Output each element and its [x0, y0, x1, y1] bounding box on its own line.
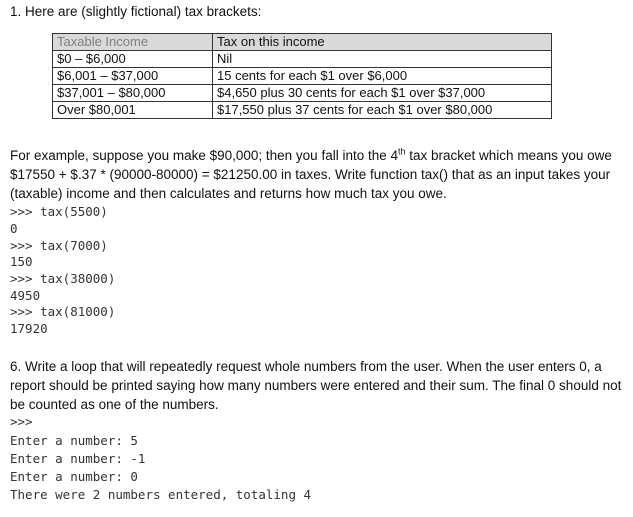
code-line: Enter a number: 0	[10, 469, 138, 484]
table-row	[53, 51, 552, 68]
code-line: 4950	[10, 288, 41, 303]
table-cell: Nil	[213, 51, 552, 68]
table-cell: 15 cents for each $1 over $6,000	[213, 68, 552, 85]
table-cell: Over $80,001	[53, 102, 213, 119]
code-line: 0	[10, 221, 18, 236]
q1-example-paragraph	[10, 146, 628, 203]
table-row	[53, 102, 552, 119]
table-cell: $17,550 plus 37 cents for each $1 over $80,000	[213, 102, 552, 119]
code-line: Enter a number: -1	[10, 451, 146, 466]
code-line: Enter a number: 5	[10, 433, 138, 448]
table-row	[53, 68, 552, 85]
table-header-row	[53, 34, 552, 51]
code-line: 17920	[10, 321, 48, 336]
header-tax-on-income: Tax on this income	[213, 34, 552, 51]
table-cell: $4,650 plus 30 cents for each $1 over $37,000	[213, 85, 552, 102]
code-line: >>> tax(5500)	[10, 204, 108, 219]
table-cell: $0 – $6,000	[53, 51, 213, 68]
table-cell: $6,001 – $37,000	[53, 68, 213, 85]
code-line: >>> tax(81000)	[10, 304, 116, 319]
code-line: >>>	[10, 414, 33, 429]
table-cell: $37,001 – $80,000	[53, 85, 213, 102]
q1-para-superscript: th	[398, 146, 406, 157]
q1-para-part-a: For example, suppose you make $90,000; then you fall into the 4	[10, 148, 398, 163]
code-line: There were 2 numbers entered, totaling 4	[10, 487, 312, 502]
q6-paragraph: 6. Write a loop that will repeatedly request whole numbers from the user. When the user enters 0, a report should be printed saying how many numbers were entered and their sum. The final 0 should not be counted as one of the numbers.	[10, 359, 622, 412]
code-line: >>> tax(7000)	[10, 238, 108, 253]
tax-brackets-table	[52, 33, 552, 119]
code-line: 150	[10, 254, 33, 269]
q1-heading: 1. Here are (slightly fictional) tax brackets:	[10, 4, 262, 19]
q1-para-part-b: tax bracket which means you owe $17550 + $.37 * (90000-80000) = $21250.00 in taxes. Write function tax() that as an input takes your (taxable) income and then calculates and returns how much tax you owe.	[10, 148, 612, 201]
header-taxable-income: Taxable Income	[53, 34, 213, 51]
code-line: >>> tax(38000)	[10, 271, 116, 286]
table-row	[53, 85, 552, 102]
